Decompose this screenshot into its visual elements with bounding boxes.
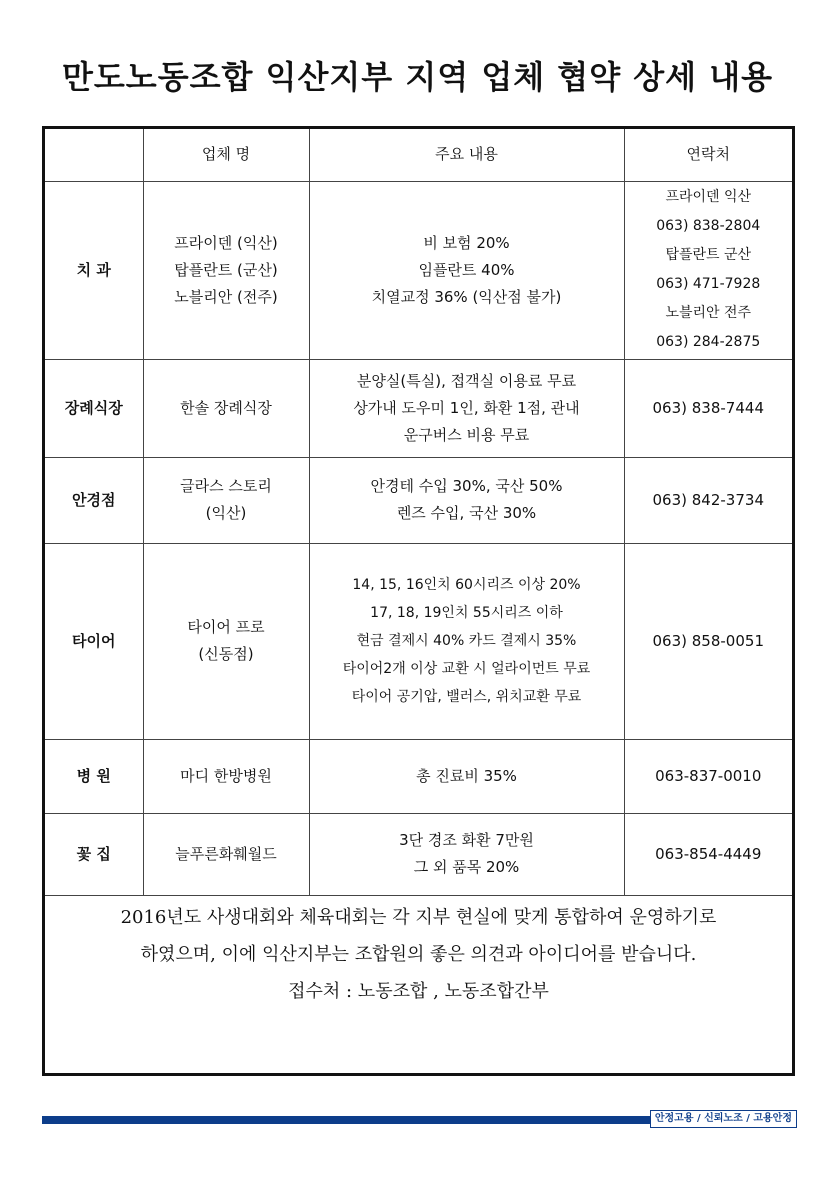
contact-line: 063) 471-7928	[656, 276, 761, 292]
contact-cell	[624, 543, 792, 739]
company-line: (신동점)	[198, 645, 254, 663]
details-cell	[309, 181, 624, 359]
contact-cell	[624, 457, 792, 543]
contact-line: 프라이덴 익산	[665, 189, 752, 205]
category-cell: 치 과	[45, 181, 143, 359]
detail-line: 17, 18, 19인치 55시리즈 이하	[370, 605, 563, 621]
contact-cell	[624, 181, 792, 359]
category-cell: 타이어	[45, 543, 143, 739]
table-row-optician	[45, 457, 792, 543]
details-cell	[309, 739, 624, 813]
company-line: 마디 한방병원	[180, 766, 272, 785]
detail-line: 운구버스 비용 무료	[403, 425, 530, 444]
contact-line: 탑플란트 군산	[665, 247, 752, 263]
notice-line: 2016년도 사생대회와 체육대회는 각 지부 현실에 맞게 통합하여 운영하기로	[120, 907, 717, 928]
detail-line: 치열교정 36% (익산점 불가)	[371, 287, 562, 306]
contact-cell	[624, 813, 792, 895]
details-cell	[309, 543, 624, 739]
contact-cell	[624, 739, 792, 813]
category-cell: 안경점	[45, 457, 143, 543]
header-contact: 연락처	[624, 129, 792, 181]
detail-line: 렌즈 수입, 국산 30%	[396, 504, 537, 522]
contact-line: 063) 838-2804	[656, 218, 761, 234]
details-cell	[309, 359, 624, 457]
table-row-tire	[45, 543, 792, 739]
notice-line: 접수처 : 노동조합 , 노동조합간부	[288, 981, 549, 1002]
contact-line: 노블리안 전주	[665, 305, 752, 321]
company-line: 늘푸른화훼월드	[175, 844, 277, 863]
company-line: (익산)	[205, 504, 247, 522]
detail-line: 임플란트 40%	[418, 260, 515, 279]
company-cell	[143, 739, 309, 813]
detail-line: 타이어 공기압, 밸러스, 위치교환 무료	[351, 689, 582, 705]
detail-line: 비 보험 20%	[423, 233, 510, 252]
category-cell: 병 원	[45, 739, 143, 813]
details-cell	[309, 813, 624, 895]
category-cell: 꽃 집	[45, 813, 143, 895]
detail-line: 분양실(특실), 접객실 이용료 무료	[356, 371, 577, 390]
category-cell: 장례식장	[45, 359, 143, 457]
contact-line: 063-854-4449	[655, 844, 762, 863]
table-row-hospital	[45, 739, 792, 813]
header-blank	[45, 129, 143, 181]
table-row-dental	[45, 181, 792, 359]
company-line: 프라이덴 (익산)	[174, 233, 278, 252]
header-details: 주요 내용	[309, 129, 624, 181]
agreement-table	[45, 129, 792, 896]
detail-line: 현금 결제시 40% 카드 결제시 35%	[356, 633, 577, 649]
company-cell	[143, 457, 309, 543]
detail-line: 상가내 도우미 1인, 화환 1점, 관내	[353, 398, 580, 417]
detail-line: 총 진료비 35%	[416, 766, 517, 785]
detail-line: 타이어2개 이상 교환 시 얼라이먼트 무료	[342, 661, 591, 677]
company-cell	[143, 181, 309, 359]
header-company: 업체 명	[143, 129, 309, 181]
details-cell	[309, 457, 624, 543]
footer-logo: 안정고용 / 신뢰노조 / 고용안정	[650, 1110, 797, 1128]
contact-line: 063) 838-7444	[652, 398, 764, 417]
company-line: 노블리안 (전주)	[174, 287, 278, 306]
company-line: 글라스 스토리	[180, 477, 272, 495]
notice-text	[45, 899, 792, 1010]
detail-line: 14, 15, 16인치 60시리즈 이상 20%	[352, 577, 581, 593]
agreement-frame	[42, 126, 795, 1076]
table-header-row	[45, 129, 792, 181]
table-row-florist	[45, 813, 792, 895]
contact-cell	[624, 359, 792, 457]
company-cell	[143, 813, 309, 895]
company-line: 탑플란트 (군산)	[174, 260, 278, 279]
page-title: 만도노동조합 익산지부 지역 업체 협약 상세 내용	[61, 58, 774, 96]
company-line: 한솔 장례식장	[180, 398, 272, 417]
contact-line: 063) 858-0051	[652, 631, 764, 650]
detail-line: 3단 경조 화환 7만원	[399, 831, 534, 849]
detail-line: 그 외 품목 20%	[413, 858, 520, 876]
detail-line: 안경테 수입 30%, 국산 50%	[370, 477, 563, 495]
contact-line: 063) 284-2875	[656, 334, 761, 350]
contact-line: 063) 842-3734	[652, 490, 764, 509]
table-row-funeral	[45, 359, 792, 457]
notice-line: 하였으며, 이에 익산지부는 조합원의 좋은 의견과 아이디어를 받습니다.	[140, 944, 697, 965]
company-cell	[143, 543, 309, 739]
company-cell	[143, 359, 309, 457]
company-line: 타이어 프로	[187, 618, 265, 636]
contact-line: 063-837-0010	[655, 766, 762, 785]
